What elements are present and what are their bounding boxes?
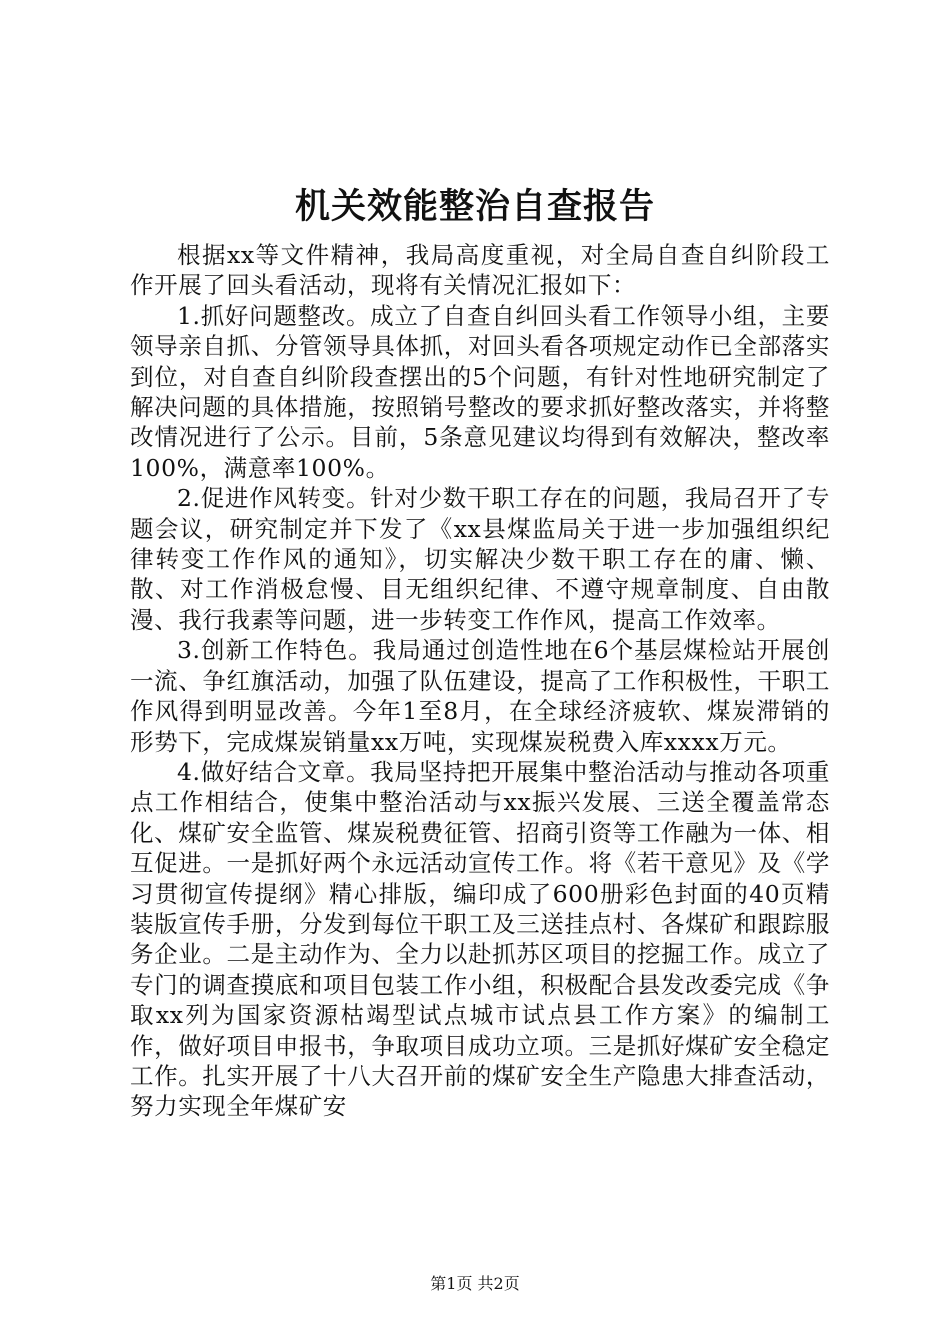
page-number-footer: 第1页 共2页 [430, 1274, 520, 1293]
section-4-paragraph: 4.做好结合文章。我局坚持把开展集中整治活动与推动各项重点工作相结合，使集中整治活动与xx振兴发展、三送全覆盖常态化、煤矿安全监管、煤炭税费征管、招商引资等工作融为一体、相互促进。一是抓好两个永远活动宣传工作。将《若干意见》及《学习贯彻宣传提纲》精心排版，编印成了600册彩色封面的40页精装版宣传手册，分发到每位干职工及三送挂点村、各煤矿和跟踪服务企业。二是主动作为、全力以赴抓苏区项目的挖掘工作。成立了专门的调查摸底和项目包装工作小组，积极配合县发改委完成《争取xx列为国家资源枯竭型试点城市试点县工作方案》的编制工作，做好项目申报书，争取项目成功立项。三是抓好煤矿安全稳定工作。扎实开展了十八大召开前的煤矿安全生产隐患大排查活动，努力实现全年煤矿安 [130, 757, 830, 1121]
document-title: 机关效能整治自查报告 [294, 186, 655, 227]
intro-paragraph: 根据xx等文件精神，我局高度重视，对全局自查自纠阶段工作开展了回头看活动，现将有关情况汇报如下： [130, 241, 830, 300]
section-3-paragraph: 3.创新工作特色。我局通过创造性地在6个基层煤检站开展创一流、争红旗活动，加强了队伍建设，提高了工作积极性，干职工作风得到明显改善。今年1至8月，在全球经济疲软、煤炭滞销的形势下，完成煤炭销量xx万吨，实现煤炭税费入库xxxx万元。 [130, 636, 830, 756]
section-2-paragraph: 2.促进作风转变。针对少数干职工存在的问题，我局召开了专题会议，研究制定并下发了《xx县煤监局关于进一步加强组织纪律转变工作作风的通知》，切实解决少数干职工存在的庸、懒、散、对工作消极怠慢、目无组织纪律、不遵守规章制度、自由散漫、我行我素等问题，进一步转变工作作风，提高工作效率。 [130, 484, 830, 634]
section-1-paragraph: 1.抓好问题整改。成立了自查自纠回头看工作领导小组，主要领导亲自抓、分管领导具体抓，对回头看各项规定动作已全部落实到位，对自查自纠阶段查摆出的5个问题，有针对性地研究制定了解决问题的具体措施，按照销号整改的要求抓好整改落实，并将整改情况进行了公示。目前，5条意见建议均得到有效解决，整改率100%，满意率100%。 [130, 301, 830, 482]
document-body [130, 240, 830, 1122]
